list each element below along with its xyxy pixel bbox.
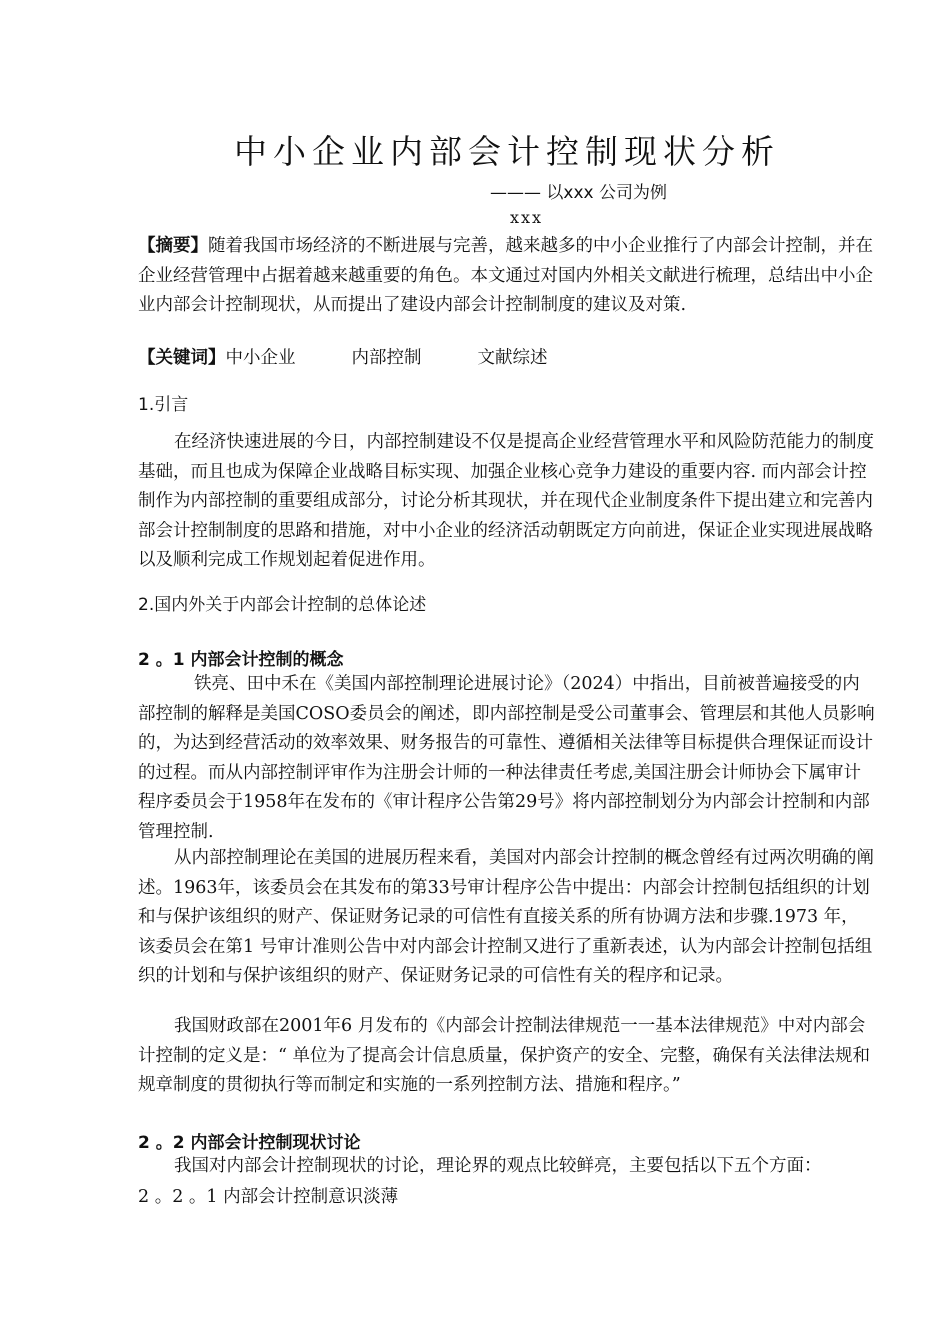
subsection-heading: 2 。2 内部会计控制现状讨论 bbox=[138, 1133, 361, 1153]
keyword-item: 中小企业 bbox=[225, 348, 296, 368]
document-title: 中小企业内部会计控制现状分析 bbox=[234, 132, 780, 171]
keyword-item: 内部控制 bbox=[351, 348, 422, 368]
paragraph: 从内部控制理论在美国的进展历程来看，美国对内部会计控制的概念曾经有过两次明确的阐述。1963年，该委员会在其发布的第33号审计程序公告中提出：内部会计控制包括组织的计划和与保护该组织的财产、保证财务记录的可信性有直接关系的所有协调方法和步骤.1973 年，该委员会在第1 号审计准则公告中对内部会计控制又进行了重新表述，认为内部会计控制包括组织的计划和与保护该组织的财产、保证财务记录的可信性有关的程序和记录。 bbox=[138, 848, 874, 986]
paragraph: 在经济快速进展的今日，内部控制建设不仅是提高企业经营管理水平和风险防范能力的制度基础，而且也成为保障企业战略目标实现、加强企业核心竞争力建设的重要内容. 而内部会计控制作为内部控制的重要组成部分，讨论分析其现状，并在现代企业制度条件下提出建立和完善内部会计控制制度的思路和措施，对中小企业的经济活动朝既定方向前进，保证企业实现进展战略以及顺利完成工作规划起着促进作用。 bbox=[138, 432, 874, 570]
author-name: xxx bbox=[510, 208, 544, 227]
paragraph: 我国对内部会计控制现状的讨论，理论界的观点比较鲜亮，主要包括以下五个方面： bbox=[174, 1156, 822, 1176]
abstract-text: 随着我国市场经济的不断进展与完善，越来越多的中小企业推行了内部会计控制，并在企业经营管理中占据着越来越重要的角色。本文通过对国内外相关文献进行梳理，总结出中小企业内部会计控制现状，从而提出了建设内部会计控制制度的建议及对策. bbox=[138, 236, 873, 315]
section-heading: 2.国内外关于内部会计控制的总体论述 bbox=[138, 595, 427, 615]
section-heading: 1.引言 bbox=[138, 395, 189, 415]
paragraph: 我国财政部在2001年6 月发布的《内部会计控制法律规范一一基本法律规范》中对内部会计控制的定义是：“ 单位为了提高会计信息质量，保护资产的安全、完整，确保有关法律法规和规章制度的贯彻执行等而制定和实施的一系列控制方法、措施和程序。” bbox=[138, 1016, 871, 1095]
keywords-label: 【关键词】 bbox=[138, 348, 226, 368]
document-subtitle: ——— 以xxx 公司为例 bbox=[490, 183, 667, 203]
subsubsection-heading: 2 。2 。1 内部会计控制意识淡薄 bbox=[138, 1187, 399, 1207]
subsection-heading: 2 。1 内部会计控制的概念 bbox=[138, 650, 344, 670]
paragraph: 铁亮、田中禾在《美国内部控制理论进展讨论》（2024）中指出，目前被普遍接受的内部控制的解释是美国COSO委员会的阐述，即内部控制是受公司董事会、管理层和其他人员影响的，为达到经营活动的效率效果、财务报告的可靠性、遵循相关法律等目标提供合理保证而设计的过程。而从内部控制评审作为注册会计师的一种法律责任考虑,美国注册会计师协会下属审计程序委员会于1958年在发布的《审计程序公告第29号》将内部控制划分为内部会计控制和内部管理控制. bbox=[138, 674, 875, 842]
keyword-item: 文献综述 bbox=[477, 348, 548, 368]
keywords bbox=[138, 344, 876, 374]
abstract-label: 【摘要】 bbox=[138, 236, 208, 256]
abstract bbox=[138, 232, 876, 321]
